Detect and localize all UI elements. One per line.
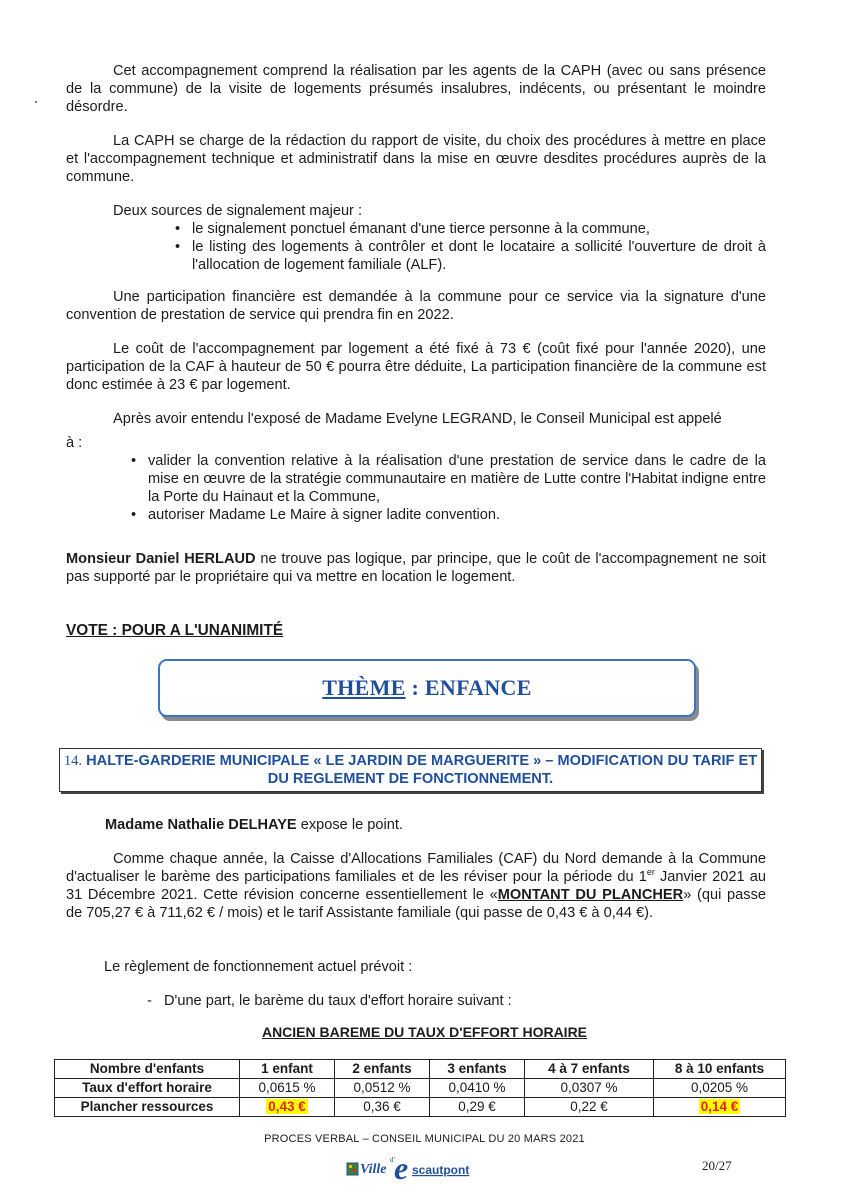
list-item: • valider la convention relative à la réalisation d'une prestation de service dans le cadre de la mise en œuvre de la stratégie communautaire en matière de Lutte contre l'Habitat indigne entre la Porte du Hainaut et la Commune, <box>148 452 766 506</box>
logo-text-ville: Ville <box>360 1162 387 1177</box>
paragraph-text: expose le point. <box>296 817 403 833</box>
paragraph-intervenant <box>105 816 765 834</box>
table-cell: 0,0615 % <box>240 1079 335 1098</box>
highlighted-value: 0,14 € <box>700 1099 739 1114</box>
table-cell: 0,29 € <box>430 1098 525 1117</box>
table-header-cell: Nombre d'enfants <box>55 1060 240 1079</box>
paragraph-visites <box>66 62 766 116</box>
section-number: 14. <box>63 753 83 769</box>
list-item: • autoriser Madame Le Maire à signer ladite convention. <box>148 506 766 524</box>
table-cell: 0,0307 % <box>525 1079 654 1098</box>
theme-separator: : <box>405 675 425 700</box>
sources-intro: Deux sources de signalement majeur : <box>113 203 363 219</box>
deliberation-list <box>148 452 766 524</box>
paragraph-text: Comme chaque année, la Caisse d'Allocations Familiales (CAF) du Nord demande à la Commune d'actualiser le barème des participations familiales et de les réviser pour la période du 1 <box>66 851 766 885</box>
vote-result: VOTE : POUR A L'UNANIMITÉ <box>66 622 284 639</box>
paragraph-text: Le coût de l'accompagnement par logement a été fixé à 73 € (coût fixé pour l'année 2020), une participation de la CAF à hauteur de 50 € pourra être déduite, La participation financière de la commune est donc estimée à 23 € par logement. <box>66 341 766 393</box>
table-header-row <box>55 1060 786 1079</box>
list-item: • le listing des logements à contrôler et dont le locataire a sollicité l'ouverture de droit à l'allocation de logement familiale (ALF). <box>192 238 766 274</box>
theme-label: THÈME <box>322 675 406 700</box>
dash-marker: - <box>147 993 152 1009</box>
table-row-label: Plancher ressources <box>55 1098 240 1117</box>
paragraph-herlaud <box>66 550 766 586</box>
speaker-name: Monsieur Daniel HERLAUD <box>66 551 256 567</box>
table-cell: 0,0512 % <box>335 1079 430 1098</box>
dash-text: D'une part, le barème du taux d'effort horaire suivant : <box>164 993 512 1009</box>
table-header-cell: 2 enfants <box>335 1060 430 1079</box>
table-header-cell: 4 à 7 enfants <box>525 1060 654 1079</box>
paragraph-participation <box>66 288 766 324</box>
list-item: • le signalement ponctuel émanant d'une tierce personne à la commune, <box>192 220 766 238</box>
highlight-montant: MONTANT DU PLANCHER <box>497 887 684 903</box>
section-title: HALTE-GARDERIE MUNICIPALE « LE JARDIN DE MARGUERITE » – MODIFICATION DU TARIF ET DU REGLEMENT DE FONCTIONNEMENT. <box>82 753 758 787</box>
paragraph-deliberation <box>66 410 766 524</box>
paragraph-caf <box>66 850 766 922</box>
table-cell <box>654 1098 786 1117</box>
logo-text-sup: d' <box>390 1156 395 1164</box>
page-footer: PROCES VERBAL – CONSEIL MUNICIPAL DU 20 MARS 2021 <box>264 1133 585 1145</box>
paragraph-text: Janvier 2021 au 31 Décembre 2021. Cette révision concerne essentiellement le « <box>66 869 766 903</box>
table-cell: 0,36 € <box>335 1098 430 1117</box>
paragraph-text: » (qui passe de 705,27 € à 711,62 € / mois) et le tarif Assistante familiale (qui passe de 0,43 € à 0,44 €). <box>66 887 766 921</box>
paragraph-text: La CAPH se charge de la rédaction du rapport de visite, du choix des procédures à mettre en place et l'accompagnement technique et administratif dans la mise en œuvre desdites procédures auprès de la commune. <box>66 133 766 185</box>
sources-list <box>192 220 766 274</box>
table-header-cell: 8 à 10 enfants <box>654 1060 786 1079</box>
logo-text-letter: e <box>394 1150 409 1186</box>
table-row <box>55 1098 786 1117</box>
table-cell <box>240 1098 335 1117</box>
bareme-table <box>54 1059 786 1117</box>
deliberation-intro: Après avoir entendu l'exposé de Madame Evelyne LEGRAND, le Conseil Municipal est appelé <box>113 411 722 427</box>
table-cell: 0,0410 % <box>430 1079 525 1098</box>
section-heading <box>59 748 762 792</box>
paragraph-sources <box>66 202 766 274</box>
scan-speck <box>35 101 37 103</box>
table-row-label: Taux d'effort horaire <box>55 1079 240 1098</box>
dash-item <box>147 992 764 1010</box>
theme-banner <box>158 659 696 717</box>
paragraph-text: Une participation financière est demandée à la commune pour ce service via la signature d'une convention de prestation de service qui prendra fin en 2022. <box>66 289 766 323</box>
paragraph-rapport <box>66 132 766 186</box>
table-row <box>55 1079 786 1098</box>
deliberation-a: à : <box>66 435 83 451</box>
paragraph-text: ne trouve pas logique, par principe, que le coût de l'accompagnement ne soit pas supporté par le propriétaire qui va mettre en location le logement. <box>66 551 766 585</box>
theme-value: ENFANCE <box>424 675 532 700</box>
table-header-cell: 1 enfant <box>240 1060 335 1079</box>
table-title: ANCIEN BAREME DU TAUX D'EFFORT HORAIRE <box>261 1024 588 1040</box>
table-cell: 0,22 € <box>525 1098 654 1117</box>
paragraph-text: Cet accompagnement comprend la réalisation par les agents de la CAPH (avec ou sans présence de la commune) de la visite de logements présumés insalubres, indécents, ou présentant le moindre désordre. <box>66 63 766 115</box>
ordinal-sup: er <box>646 867 655 878</box>
paragraph-reglement: Le règlement de fonctionnement actuel prévoit : <box>104 959 413 975</box>
theme-title <box>322 675 532 700</box>
ville-logo <box>346 1150 502 1186</box>
logo-graphic <box>346 1150 502 1186</box>
highlighted-value: 0,43 € <box>268 1099 306 1114</box>
table-header-cell: 3 enfants <box>430 1060 525 1079</box>
logo-text-rest: scautpont <box>412 1163 470 1177</box>
speaker-name: Madame Nathalie DELHAYE <box>105 817 297 833</box>
page-number: 20/27 <box>702 1158 732 1173</box>
paragraph-cout <box>66 340 766 394</box>
table-cell: 0,0205 % <box>654 1079 786 1098</box>
